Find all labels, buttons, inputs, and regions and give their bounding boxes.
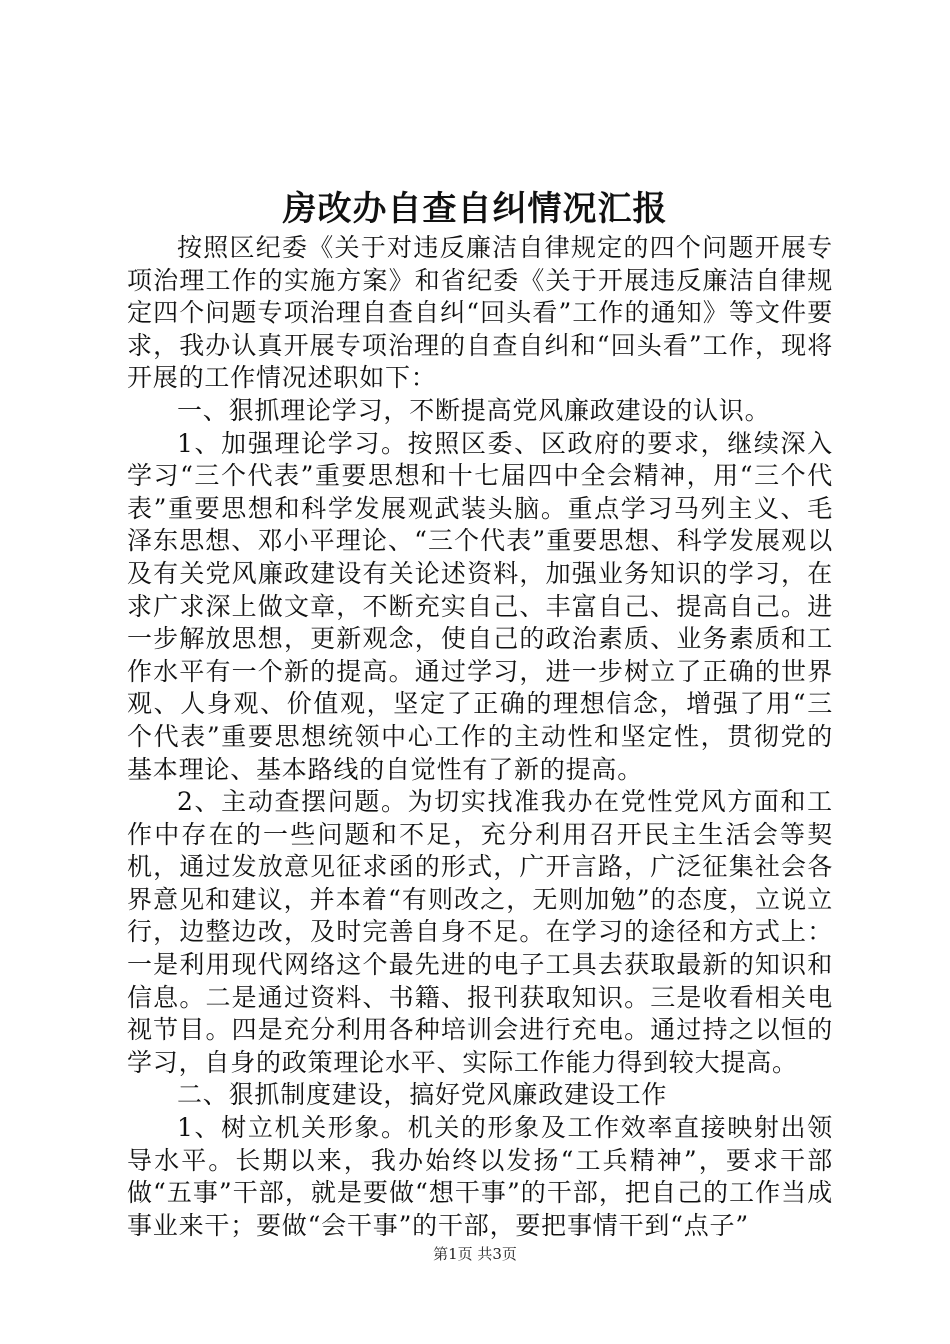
document-title: 房改办自查自纠情况汇报 bbox=[282, 189, 668, 229]
paragraph-intro: 按照区纪委《关于对违反廉洁自律规定的四个问题开展专项治理工作的实施方案》和省纪委《关于开展违反廉洁自律规定四个问题专项治理自查自纠“回头看”工作的通知》等文件要求，我办认真开展专项治理的自查自纠和“回头看”工作，现将开展的工作情况述职如下： bbox=[127, 233, 833, 393]
page-number-footer: 第1页 共3页 bbox=[433, 1245, 517, 1263]
document-body bbox=[127, 232, 833, 1242]
section-heading-2: 二、狠抓制度建设，搞好党风廉政建设工作 bbox=[177, 1080, 668, 1110]
paragraph-1-2: 2、主动查摆问题。为切实找准我办在党性党风方面和工作中存在的一些问题和不足，充分利用召开民主生活会等契机，通过发放意见征求函的形式，广开言路，广泛征集社会各界意见和建议，并本着“有则改之，无则加勉”的态度，立说立行，边整边改，及时完善自身不足。在学习的途径和方式上：一是利用现代网络这个最先进的电子工具去获取最新的知识和信息。二是通过资料、书籍、报刊获取知识。三是收看相关电视节目。四是充分利用各种培训会进行充电。通过持之以恒的学习，自身的政策理论水平、实际工作能力得到较大提高。 bbox=[127, 787, 833, 1077]
paragraph-1-1: 1、加强理论学习。按照区委、区政府的要求，继续深入学习“三个代表”重要思想和十七届四中全会精神，用“三个代表”重要思想和科学发展观武装头脑。重点学习马列主义、毛泽东思想、邓小平理论、“三个代表”重要思想、科学发展观以及有关党风廉政建设有关论述资料，加强业务知识的学习，在求广求深上做文章，不断充实自己、丰富自己、提高自己。进一步解放思想，更新观念，使自己的政治素质、业务素质和工作水平有一个新的提高。通过学习，进一步树立了正确的世界观、人身观、价值观，坚定了正确的理想信念，增强了用“三个代表”重要思想统领中心工作的主动性和坚定性，贯彻党的基本理论、基本路线的自觉性有了新的提高。 bbox=[127, 428, 833, 784]
section-heading-1: 一、狠抓理论学习，不断提高党风廉政建设的认识。 bbox=[177, 395, 771, 425]
paragraph-2-1: 1、树立机关形象。机关的形象及工作效率直接映射出领导水平。长期以来，我办始终以发扬“工兵精神”，要求干部做“五事”干部，就是要做“想干事”的干部，把自己的工作当成事业来干；要做“会干事”的干部，要把事情干到“点子” bbox=[127, 1113, 833, 1240]
